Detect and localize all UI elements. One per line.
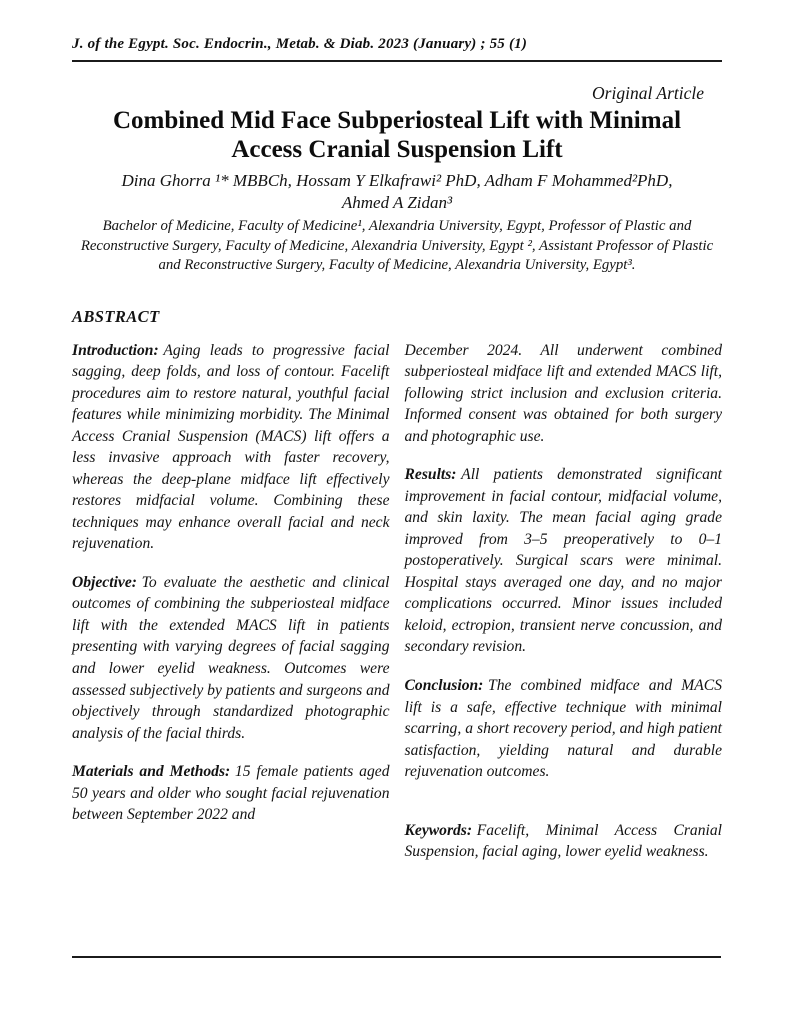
section-label: Keywords: xyxy=(404,821,473,839)
author-line: Dina Ghorra ¹* MBBCh, Hossam Y Elkafrawi² PhD, Adham F Mohammed²PhD, xyxy=(121,171,673,190)
section-text: All patients demonstrated significant improvement in facial contour, midfacial volume, and skin laxity. The mean facial aging grade improved from 3–5 preoperatively to 0–1 postoperatively. Surgical scars were minimal. Hospital stays averaged one day, and no major complications occurred. Minor issues included keloid, ectropion, transient nerve concussion, and secondary revision. xyxy=(404,466,722,656)
section-text: 15 female patients aged 50 years and older who sought facial rejuvenation between September 2022 and xyxy=(72,763,390,824)
affiliation-line: and Reconstructive Surgery, Faculty of Medicine, Alexandria University, Egypt³. xyxy=(158,257,636,274)
abstract-paragraph-results xyxy=(405,464,723,658)
header-divider xyxy=(72,60,722,62)
affiliation-line: Reconstructive Surgery, Faculty of Medicine, Alexandria University, Egypt ², Assistant Professor of Plastic xyxy=(80,237,714,254)
section-text: December 2024. All underwent combined subperiosteal midface lift and extended MACS lift, following strict inclusion and exclusion criteria. Informed consent was obtained for both surgery and photographic use. xyxy=(404,341,722,445)
abstract-column-right xyxy=(405,340,723,880)
page-title: Combined Mid Face Subperiosteal Lift with Minimal Access Cranial Suspension Lift xyxy=(112,107,682,163)
abstract-paragraph-methods-continued xyxy=(405,340,723,448)
abstract-column-left xyxy=(72,340,390,880)
abstract-paragraph-materials-methods xyxy=(72,761,390,826)
section-text: To evaluate the aesthetic and clinical outcomes of combining the subperiosteal midface lift with the extended MACS lift in patients presenting with varying degrees of facial sagging and lower eyelid weakness. Outcomes were assessed subjectively by patients and surgeons and objectively through standardized photographic analysis of the facial thirds. xyxy=(72,573,390,742)
affiliation-line: Bachelor of Medicine, Faculty of Medicine¹, Alexandria University, Egypt, Professor of Plastic and xyxy=(102,218,692,235)
author-list xyxy=(72,170,722,214)
section-label: Results: xyxy=(404,466,457,484)
section-label: Materials and Methods: xyxy=(72,763,231,781)
section-label: Introduction: xyxy=(72,341,159,359)
abstract-paragraph-objective xyxy=(72,572,390,744)
section-text: Facelift, Minimal Access Cranial Suspension, facial aging, lower eyelid weakness. xyxy=(404,821,722,861)
abstract-paragraph-introduction xyxy=(72,340,390,555)
abstract-paragraph-keywords xyxy=(405,820,723,863)
abstract-heading: ABSTRACT xyxy=(72,306,160,326)
abstract-columns xyxy=(72,340,722,880)
section-text: Aging leads to progressive facial sagging, deep folds, and loss of contour. Facelift procedures aim to restore natural, youthful facial features while minimizing morbidity. The Minimal Access Cranial Suspension (MACS) lift offers a less invasive approach with faster recovery, whereas the deep-plane midface lift effectively restores midfacial volume. Combining these techniques may enhance overall facial and neck rejuvenation. xyxy=(72,341,390,553)
affiliations xyxy=(72,217,722,276)
abstract-paragraph-conclusion xyxy=(405,675,723,783)
author-line: Ahmed A Zidan³ xyxy=(341,193,453,213)
footer-divider xyxy=(72,956,721,958)
section-text: The combined midface and MACS lift is a safe, effective technique with minimal scarring, a short recovery period, and high patient satisfaction, yielding natural and durable rejuvenation outcomes. xyxy=(404,677,722,781)
journal-header: J. of the Egypt. Soc. Endocrin., Metab. & Diab. 2023 (January) ; 55 (1) xyxy=(72,36,528,52)
section-label: Conclusion: xyxy=(404,677,484,694)
article-type-label: Original Article xyxy=(592,83,704,103)
section-label: Objective: xyxy=(72,573,137,591)
